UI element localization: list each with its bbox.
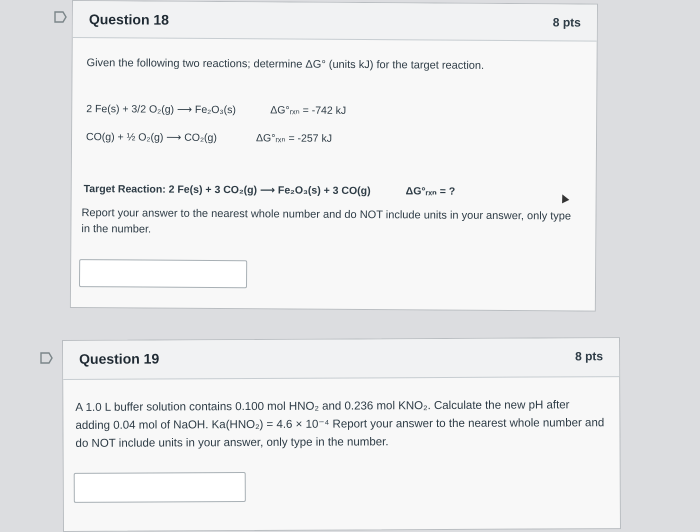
flag-icon[interactable] [54,11,67,23]
question-header [73,1,597,42]
question-19-card [62,337,621,532]
answer-input[interactable] [74,472,246,503]
target-dg: ΔG°ᵣₓₙ = ? [405,185,456,198]
answer-input[interactable] [79,259,247,288]
question-instruction: Report your answer to the nearest whole number and do NOT include units in your answer, only type in the number. [81,207,572,236]
question-18-card [70,0,598,312]
target-reaction: Target Reaction: 2 Fe(s) + 3 CO₂(g) ⟶ Fe₂O₃(s) + 3 CO(g) [83,183,371,198]
flag-icon[interactable] [40,352,53,364]
reaction-1-equation: 2 Fe(s) + 3/2 O₂(g) ⟶ Fe₂O₃(s) [86,103,236,117]
question-title: Question 19 [79,350,160,367]
question-header [63,338,619,380]
question-title: Question 18 [88,11,170,28]
question-points: 8 pts [552,15,581,30]
question-points: 8 pts [575,349,604,364]
question-body: A 1.0 L buffer solution contains 0.100 mol HNO₂ and 0.236 mol KNO₂. Calculate the new pH after adding 0.04 mol of NaOH. Ka(HNO₂) = 4.6 × 10⁻⁴ Report your answer to the nearest whole number and do NOT include units in your answer, only type in the number. [75,399,605,450]
question-intro: Given the following two reactions; determine ΔG° (units kJ) for the target reaction. [86,57,485,72]
reaction-2-dg: ΔG°ᵣₓₙ = -257 kJ [255,132,333,145]
reaction-1-dg: ΔG°ᵣₓₙ = -742 kJ [270,104,347,117]
reaction-2-equation: CO(g) + ½ O₂(g) ⟶ CO₂(g) [86,131,217,145]
